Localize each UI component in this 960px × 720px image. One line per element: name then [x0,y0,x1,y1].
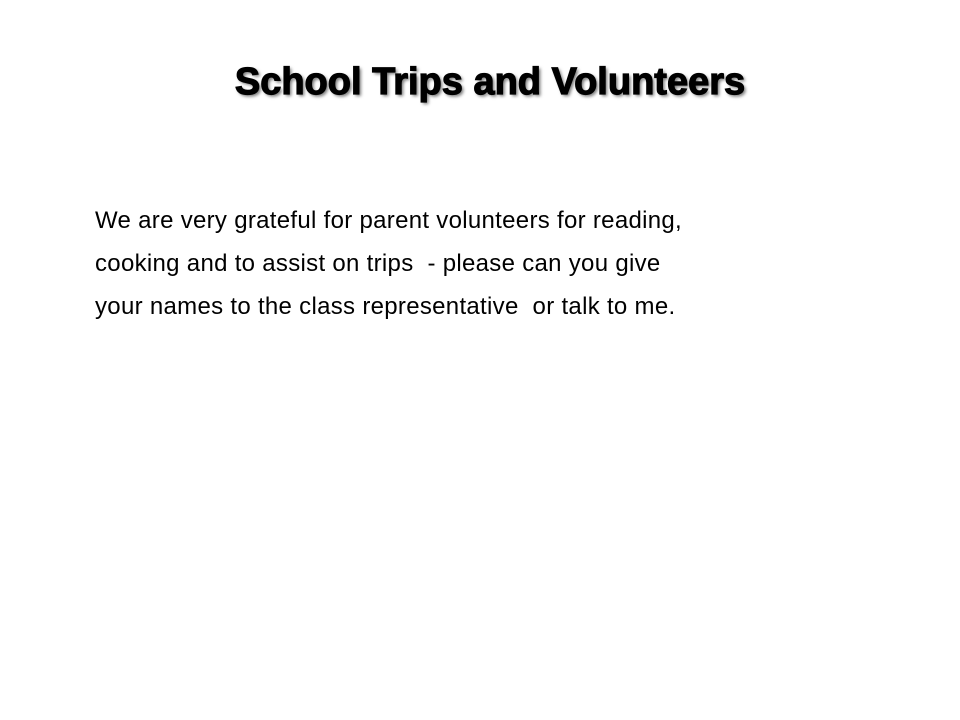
slide-title: School Trips and Volunteers [234,61,746,103]
body-line: We are very grateful for parent volunteers for reading, [95,207,683,234]
body-line: your names to the class representative or talk to me. [95,293,676,320]
slide-body [95,199,895,328]
body-line: cooking and to assist on trips - please can you give [95,250,661,277]
